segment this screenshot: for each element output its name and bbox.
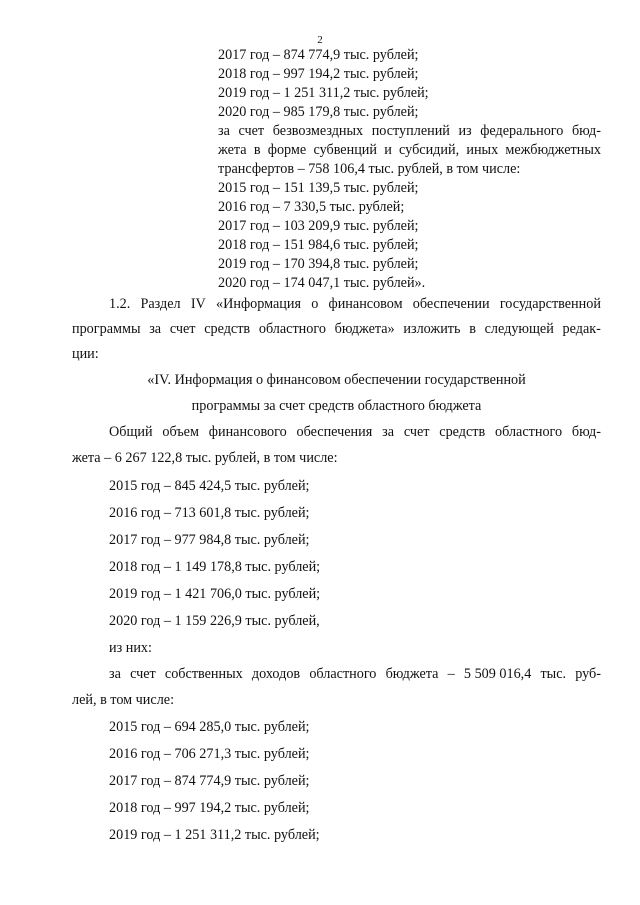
word: «Информация (216, 296, 302, 312)
word: средств (204, 321, 251, 337)
word: обеспечении (412, 296, 490, 312)
word: счет (130, 666, 156, 682)
word: форме (267, 142, 307, 158)
word: финансовом (328, 296, 403, 312)
word: областного (495, 424, 563, 440)
own-revenue-line-1 (109, 666, 601, 683)
federal-line-2019: 2019 год – 170 394,8 тыс. рублей; (218, 256, 419, 272)
total-line-2019: 2019 год – 1 421 706,0 тыс. рублей; (109, 586, 321, 602)
word: счет (169, 321, 196, 337)
own-line-2016: 2016 год – 706 271,3 тыс. рублей; (109, 746, 310, 762)
word: безвозмездных (272, 123, 364, 139)
word: о (311, 296, 319, 312)
federal-line-2018: 2018 год – 151 984,6 тыс. рублей; (218, 237, 419, 253)
word: 1.2. (109, 296, 131, 312)
word: за (149, 321, 162, 337)
word: федерального (480, 123, 564, 139)
word: за (109, 666, 121, 682)
own-line-2019: 2019 год – 1 251 311,2 тыс. рублей; (109, 827, 320, 843)
total-line-2015: 2015 год – 845 424,5 тыс. рублей; (109, 478, 310, 494)
word: за (218, 123, 230, 139)
word: средств (439, 424, 486, 440)
word: доходов (251, 666, 301, 682)
word: финансового (208, 424, 287, 440)
own-line-2017: 2017 год – 874 774,9 тыс. рублей; (109, 773, 310, 789)
page-number: 2 (317, 34, 323, 46)
word: и (384, 142, 392, 158)
federal-line-2020: 2020 год – 174 047,1 тыс. рублей». (218, 275, 426, 291)
own-line-2018: 2018 год – 997 194,2 тыс. рублей; (109, 800, 310, 816)
own-line-2015: 2015 год – 694 285,0 тыс. рублей; (109, 719, 310, 735)
word: объем (162, 424, 199, 440)
word: изложить (403, 321, 461, 337)
word: бюджета (385, 666, 439, 682)
total-funding-line-2: жета – 6 267 122,8 тыс. рублей, в том числе: (72, 450, 338, 466)
federal-text-line-1 (218, 123, 601, 140)
word: следующей (484, 321, 554, 337)
word: тыс. (540, 666, 567, 682)
word: редак- (562, 321, 601, 337)
word: субвенций (313, 142, 377, 158)
word: государственной (499, 296, 601, 312)
word: областного (258, 321, 326, 337)
word: бюд- (571, 424, 601, 440)
federal-line-2017: 2017 год – 103 209,9 тыс. рублей; (218, 218, 419, 234)
budget-line-2018: 2018 год – 997 194,2 тыс. рублей; (218, 66, 419, 82)
amendment-paragraph-line-1 (109, 296, 601, 313)
amendment-paragraph-line-2 (72, 321, 601, 338)
word: собственных (164, 666, 243, 682)
budget-line-2017: 2017 год – 874 774,9 тыс. рублей; (218, 47, 419, 63)
total-line-2017: 2017 год – 977 984,8 тыс. рублей; (109, 532, 310, 548)
word: в (469, 321, 476, 337)
word: программы (72, 321, 141, 337)
word: из (458, 123, 472, 139)
word: – (447, 666, 455, 682)
word: бюджета» (334, 321, 395, 337)
total-line-2018: 2018 год – 1 149 178,8 тыс. рублей; (109, 559, 321, 575)
amendment-paragraph-line-3: ции: (72, 346, 99, 362)
federal-text-line-3: трансфертов – 758 106,4 тыс. рублей, в том числе: (218, 161, 521, 177)
word: субсидий, (399, 142, 460, 158)
word: за (382, 424, 394, 440)
word: обеспечения (296, 424, 373, 440)
word: счет (403, 424, 430, 440)
of-them-label: из них: (109, 640, 152, 656)
word: руб- (575, 666, 601, 682)
total-funding-line-1 (109, 424, 601, 441)
section-heading-line-2: программы за счет средств областного бюджета (191, 398, 482, 414)
word: областного (309, 666, 377, 682)
word: счет (238, 123, 265, 139)
federal-text-line-2 (218, 142, 601, 159)
word: в (253, 142, 261, 158)
word: Раздел (140, 296, 181, 312)
own-revenue-line-2: лей, в том числе: (72, 692, 175, 708)
word: межбюджетных (505, 142, 601, 158)
federal-line-2016: 2016 год – 7 330,5 тыс. рублей; (218, 199, 405, 215)
word: IV (190, 296, 206, 312)
total-line-2020: 2020 год – 1 159 226,9 тыс. рублей, (109, 613, 320, 629)
word: поступлений (371, 123, 450, 139)
word: 5 509 016,4 (463, 666, 532, 682)
word: Общий (109, 424, 153, 440)
total-line-2016: 2016 год – 713 601,8 тыс. рублей; (109, 505, 310, 521)
word: жета (218, 142, 247, 158)
word: иных (466, 142, 499, 158)
budget-line-2019: 2019 год – 1 251 311,2 тыс. рублей; (218, 85, 429, 101)
word: бюд- (571, 123, 601, 139)
federal-line-2015: 2015 год – 151 139,5 тыс. рублей; (218, 180, 419, 196)
section-heading-line-1: «IV. Информация о финансовом обеспечении государственной (147, 372, 526, 388)
budget-line-2020: 2020 год – 985 179,8 тыс. рублей; (218, 104, 419, 120)
